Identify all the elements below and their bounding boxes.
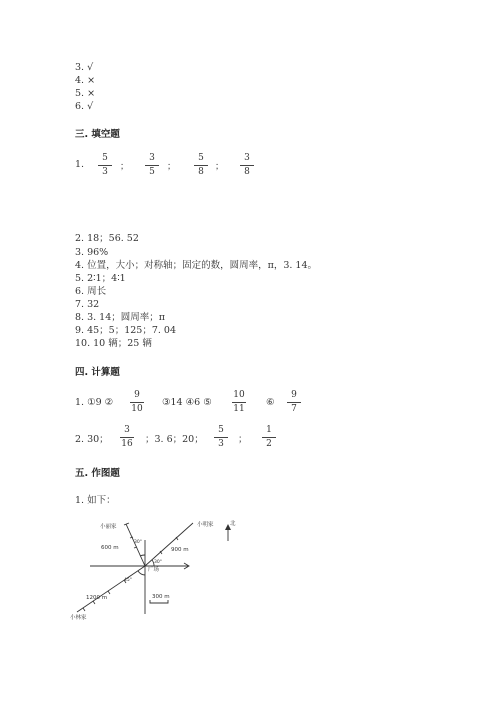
numerator: 3 [124, 425, 130, 435]
fraction [258, 425, 280, 450]
question-label: 1. [75, 159, 85, 170]
separator: ； [167, 162, 177, 172]
numerator: 9 [134, 390, 140, 400]
fraction [190, 153, 212, 178]
label-xiaoli: 小丽家 [100, 524, 117, 530]
section-title: 四. 计算题 [75, 367, 120, 378]
fraction-bar [98, 165, 112, 166]
label-xiaolin: 小林家 [70, 615, 87, 621]
fraction-bar [145, 165, 159, 166]
fraction [116, 425, 138, 450]
fraction-bar [214, 437, 228, 438]
calc-text: 1. ①9 ② [75, 397, 114, 408]
numerator: 5 [102, 153, 108, 163]
distance-600: 600 m [101, 545, 119, 551]
numerator: 1 [266, 425, 272, 435]
angle-30-ne: 30° [154, 560, 162, 565]
answer-line: 3. 96% [75, 247, 109, 258]
numerator: 3 [244, 153, 250, 163]
answer-line: 8. 3. 14；圆周率；π [75, 312, 165, 323]
answer-line: 5. 2∶1；4∶1 [75, 273, 126, 284]
route-xiaoli [126, 524, 145, 566]
denominator: 8 [198, 167, 204, 177]
answer-line: 5. × [75, 88, 96, 99]
angle-arc-30-nw [140, 555, 145, 556]
fraction [228, 390, 250, 415]
calc-text: ③14 ④6 ⑤ [162, 397, 212, 408]
denominator: 11 [233, 404, 245, 414]
answer-line: 10. 10 辆；25 辆 [75, 338, 152, 349]
answer-line: 6. 周长 [75, 286, 107, 297]
separator: ； [120, 162, 130, 172]
angle-45: 45° [124, 578, 132, 583]
section-title: 三. 填空题 [75, 129, 120, 140]
denominator: 3 [218, 439, 224, 449]
denominator: 10 [131, 404, 143, 414]
answer-line: 4. × [75, 75, 96, 86]
fraction [210, 425, 232, 450]
denominator: 2 [266, 439, 272, 449]
separator: ； [215, 162, 225, 172]
fraction-bar [194, 165, 208, 166]
angle-arc-45-sw [138, 571, 145, 575]
calc-text: 2. 30； [75, 434, 109, 445]
route-xiaoming [145, 523, 193, 566]
fraction [126, 390, 148, 415]
answer-line: 6. √ [75, 101, 94, 112]
denominator: 16 [121, 439, 133, 449]
answer-line: 2. 18；56. 52 [75, 233, 139, 244]
fraction-bar [120, 437, 134, 438]
label-xiaoming: 小明家 [197, 522, 214, 528]
numerator: 3 [149, 153, 155, 163]
fraction-bar [232, 402, 246, 403]
fraction-bar [130, 402, 144, 403]
denominator: 5 [149, 167, 155, 177]
answer-line: 7. 32 [75, 299, 100, 310]
question-label: 1. 如下： [75, 495, 116, 506]
direction-map [68, 515, 248, 625]
numerator: 10 [233, 390, 245, 400]
denominator: 8 [244, 167, 250, 177]
fraction-bar [240, 165, 254, 166]
angle-30-nw: 30° [134, 540, 142, 545]
numerator: 5 [198, 153, 204, 163]
answer-line: 9. 45；5；125；7. 04 [75, 325, 177, 336]
denominator: 7 [291, 404, 297, 414]
calc-text: ； [238, 434, 248, 445]
scale-label: 300 m [152, 594, 170, 600]
fraction [141, 153, 163, 178]
scale-bar [150, 600, 168, 603]
fraction [94, 153, 116, 178]
route-xiaolin [77, 566, 145, 612]
fraction-bar [287, 402, 301, 403]
label-north: 北 [230, 521, 236, 527]
answer-line: 4. 位置，大小；对称轴；固定的数，圆周率，π，3. 14。 [75, 260, 318, 271]
distance-1200: 1200 m [86, 595, 108, 601]
fraction [236, 153, 258, 178]
distance-900: 900 m [171, 547, 189, 553]
answer-line: 3. √ [75, 62, 94, 73]
fraction-bar [262, 437, 276, 438]
fraction [283, 390, 305, 415]
denominator: 3 [102, 167, 108, 177]
label-square: 广场 [148, 567, 160, 573]
calc-text: ⑥ [266, 397, 275, 408]
numerator: 5 [218, 425, 224, 435]
section-title: 五. 作图题 [75, 468, 120, 479]
numerator: 9 [291, 390, 297, 400]
calc-text: ；3. 6；20； [145, 434, 204, 445]
